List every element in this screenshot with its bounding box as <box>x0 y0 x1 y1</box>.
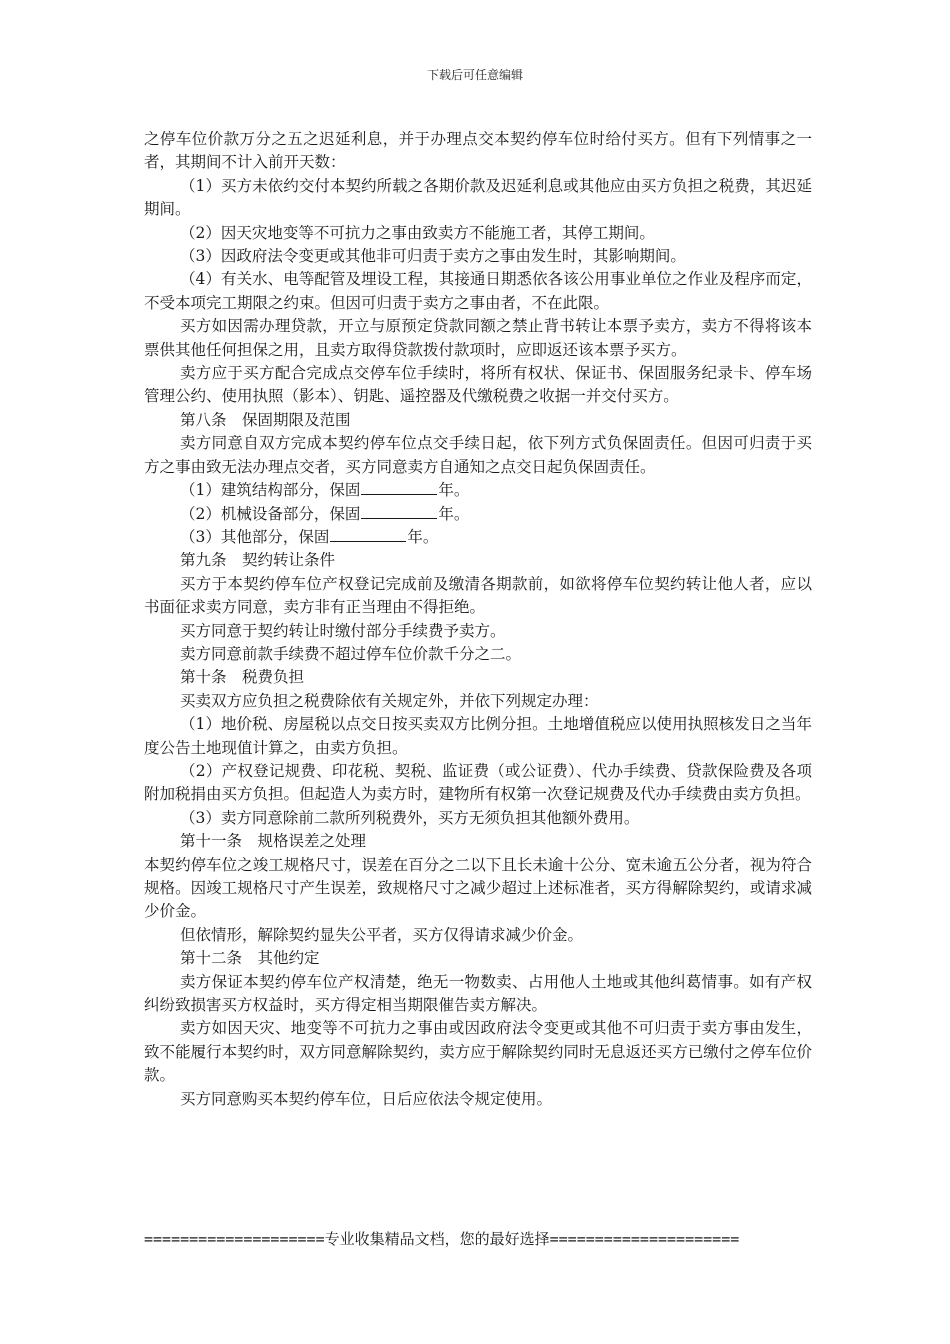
section-heading: 第八条 保固期限及范围 <box>180 410 351 429</box>
item-text: （3）其他部分，保固 <box>180 527 330 546</box>
page-footer: ====================专业收集精品文档，您的最好选择===================== <box>144 1230 740 1248</box>
paragraph: 卖方同意自双方完成本契约停车位点交手续日起，依下列方式负保固责任。但因可归责于买方之事由致无法办理点交者，买方同意卖方自通知之点交日起负保固责任。 <box>144 434 812 476</box>
item-unit: 年。 <box>407 527 439 546</box>
paragraph: 买卖双方应负担之税费除依有关规定外，并依下列规定办理： <box>180 691 599 710</box>
paragraph: 买方如因需办理贷款，开立与原预定贷款同额之禁止背书转让本票予卖方，卖方不得将该本票供其他任何担保之用，且卖方取得贷款拨付款项时，应即返还该本票予买方。 <box>144 317 812 359</box>
section-heading: 第九条 契约转让条件 <box>180 551 336 570</box>
paragraph: 买方于本契约停车位产权登记完成前及缴清各期款前，如欲将停车位契约转让他人者，应以书面征求卖方同意，卖方非有正当理由不得拒绝。 <box>144 574 812 617</box>
paragraph: 卖方同意前款手续费不超过停车位价款千分之二。 <box>180 644 522 663</box>
page-header: 下载后可任意编辑 <box>426 68 523 82</box>
list-item: （2）因天灾地变等不可抗力之事由致卖方不能施工者，其停工期间。 <box>180 223 655 242</box>
list-item: （4）有关水、电等配管及埋设工程，其接通日期悉依各该公用事业单位之作业及程序而定，不受本项完工期限之约束。但因可归责于卖方之事由者，不在此限。 <box>144 270 812 312</box>
list-item <box>144 503 812 526</box>
document-body <box>144 128 812 1111</box>
list-item: （3）卖方同意除前二款所列税费外，买方无须负担其他额外费用。 <box>180 808 640 827</box>
blank-line <box>361 479 437 495</box>
list-item: （1）地价税、房屋税以点交日按买卖双方比例分担。土地增值税应以使用执照核发日之当年度公告土地现值计算之，由卖方负担。 <box>144 715 812 757</box>
section-heading: 第十条 税费负担 <box>180 668 305 687</box>
blank-line <box>361 503 437 519</box>
paragraph: 本契约停车位之竣工规格尺寸，误差在百分之二以下且长未逾十公分、宽未逾五公分者，视为符合规格。因竣工规格尺寸产生误差，致规格尺寸之减少超过上述标准者，买方得解除契约，或请求减少价金。 <box>144 855 812 921</box>
item-text: （2）机械设备部分，保固 <box>180 504 361 523</box>
item-unit: 年。 <box>438 481 470 500</box>
paragraph: 卖方应于买方配合完成点交停车位手续时，将所有权状、保证书、保固服务纪录卡、停车场管理公约、使用执照（影本）、钥匙、遥控器及代缴税费之收据一并交付买方。 <box>144 364 812 406</box>
list-item <box>144 526 812 549</box>
list-item: （3）因政府法令变更或其他非可归责于卖方之事由发生时，其影响期间。 <box>180 247 686 266</box>
blank-line <box>330 526 406 542</box>
section-heading: 第十一条 规格误差之处理 <box>180 832 367 851</box>
list-item: （1）买方未依约交付本契约所载之各期价款及迟延利息或其他应由买方负担之税费，其迟延期间。 <box>144 176 812 219</box>
item-text: （1）建筑结构部分，保固 <box>180 481 361 500</box>
paragraph: 卖方保证本契约停车位产权清楚，绝无一物数卖、占用他人土地或其他纠葛情事。如有产权纠纷致损害买方权益时，买方得定相当期限催告卖方解决。 <box>144 972 812 1015</box>
section-heading: 第十二条 其他约定 <box>180 949 320 968</box>
item-unit: 年。 <box>438 504 470 523</box>
paragraph: 买方同意购买本契约停车位，日后应依法令规定使用。 <box>180 1089 553 1108</box>
list-item: （2）产权登记规费、印花税、契税、监证费（或公证费）、代办手续费、贷款保险费及各项附加税捐由买方负担。但起造人为卖方时，建物所有权第一次登记规费及代办手续费由卖方负担。 <box>144 761 812 804</box>
paragraph: 买方同意于契约转让时缴付部分手续费予卖方。 <box>180 621 506 640</box>
list-item <box>144 479 812 502</box>
paragraph: 但依情形，解除契约显失公平者，买方仅得请求减少价金。 <box>180 925 584 944</box>
paragraph: 卖方如因天灾、地变等不可抗力之事由或因政府法令变更或其他不可归责于卖方事由发生，致不能履行本契约时，双方同意解除契约，卖方应于解除契约同时无息返还买方已缴付之停车位价款。 <box>144 1019 812 1085</box>
paragraph: 之停车位价款万分之五之迟延利息，并于办理点交本契约停车位时给付买方。但有下列情事之一者，其期间不计入前开天数： <box>144 130 812 172</box>
